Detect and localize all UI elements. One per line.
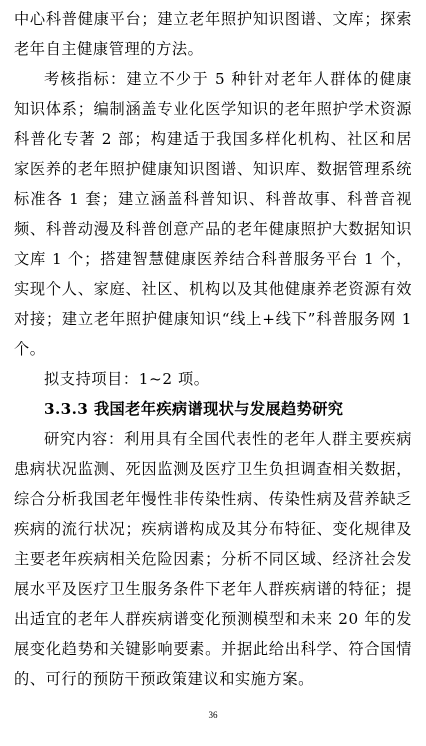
paragraph-assessment-indicators: 考核指标：建立不少于 5 种针对老年人群体的健康知识体系；编制涵盖专业化医学知识的老年照护学术资源科普化专著 2 部；构建适于我国多样化机构、社区和居家医养的老年照护健康知识图谱、知识库、数据管理系统标准各 1 套；建立涵盖科普知识、科普故事、科普音视频、科普动漫及科普创意产品的老年健康照护大数据知识文库 1 个；搭建智慧健康医养结合科普服务平台 1 个，实现个人、家庭、社区、机构以及其他健康养老资源有效对接；建立老年照护健康知识“线上+线下”科普服务网 1 个。 bbox=[14, 70, 412, 358]
paragraph-research-content: 研究内容：利用具有全国代表性的老年人群主要疾病患病状况监测、死因监测及医疗卫生负担调查相关数据，综合分析我国老年慢性非传染性病、传染性病及营养缺乏疾病的流行状况；疾病谱构成及其分布特征、变化规律及主要老年疾病相关危险因素；分析不同区域、经济社会发展水平及医疗卫生服务条件下老年人群疾病谱的特征；提出适宜的老年人群疾病谱变化预测模型和未来 20 年的发展变化趋势和关键影响要素。并据此给出科学、符合国情的、可行的预防干预政策建议和实施方案。 bbox=[14, 430, 412, 688]
section-heading: 3.3.3 我国老年疾病谱现状与发展趋势研究 bbox=[44, 400, 344, 418]
page-number: 36 bbox=[208, 710, 218, 720]
paragraph-supported-projects: 拟支持项目：1~2 项。 bbox=[44, 370, 210, 388]
body-text bbox=[14, 4, 412, 694]
paragraph-continuation: 中心科普健康平台；建立老年照护知识图谱、文库；探索老年自主健康管理的方法。 bbox=[14, 10, 412, 58]
